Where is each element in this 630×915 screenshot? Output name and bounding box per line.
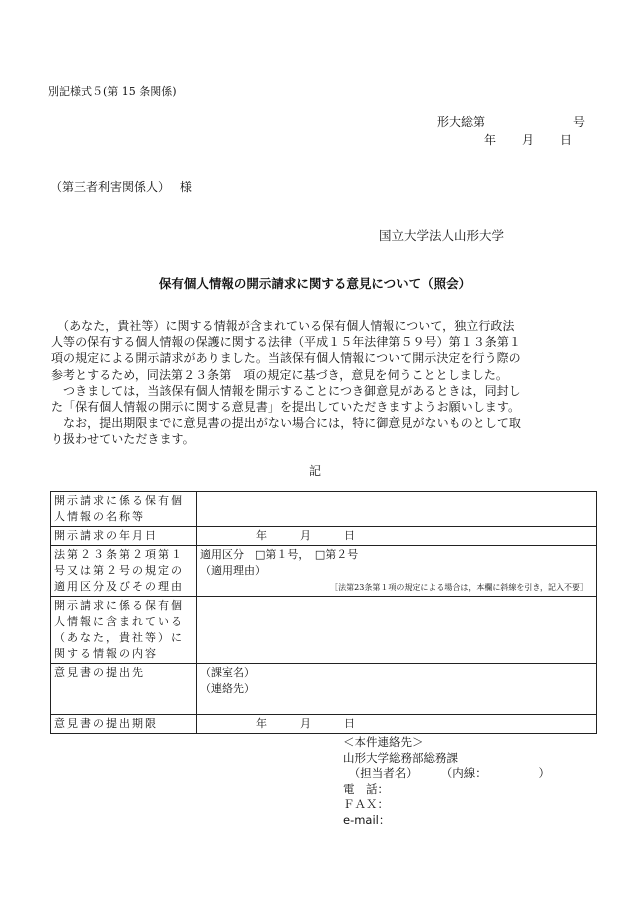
body-paragraph-3: なお，提出期限までに意見書の提出がない場合には，特に御意見がないものとして取 り扱わせていただきます。 — [51, 416, 521, 447]
table-row — [51, 492, 597, 527]
row-value-request-date — [197, 527, 597, 546]
applicable-category: 適用区分 □第１号， □第２号 — [200, 548, 359, 561]
row-value-info-content — [197, 597, 597, 664]
table-row — [51, 715, 597, 734]
row-label-submission-destination: 意見書の提出先 — [51, 664, 197, 715]
document-date — [484, 131, 572, 148]
doc-number-suffix: 号 — [573, 115, 586, 129]
date-year: 年 — [484, 133, 497, 147]
applicable-reason: （適用理由） — [200, 564, 266, 577]
row-value-submission-destination — [197, 664, 597, 715]
sender-name: 国立大学法人山形大学 — [379, 228, 505, 243]
request-date-month: 月 — [300, 529, 311, 542]
row-label-applicable-category: 法第２３条第２項第１ 号又は第２号の規定の 適用区分及びその理由 — [51, 546, 197, 597]
row-value-submission-deadline — [197, 715, 597, 734]
destination-contact: （連絡先） — [200, 682, 255, 695]
request-date-day: 日 — [344, 529, 355, 542]
table-row — [51, 527, 597, 546]
deadline-month: 月 — [300, 717, 311, 730]
request-date-year: 年 — [256, 529, 267, 542]
row-value-info-name — [197, 492, 597, 527]
document-title: 保有個人情報の開示請求に関する意見について（照会） — [158, 276, 472, 291]
row-label-submission-deadline: 意見書の提出期限 — [51, 715, 197, 734]
destination-dept: （課室名） — [200, 666, 255, 679]
row-label-request-date: 開示請求の年月日 — [51, 527, 197, 546]
deadline-day: 日 — [344, 717, 355, 730]
row-label-info-name: 開示請求に係る保有個 人情報の名称等 — [51, 492, 197, 527]
category-note: ［法第23条第１項の規定による場合は，本欄に斜線を引き，記入不要］ — [330, 583, 588, 592]
contact-block: ＜本件連絡先＞ 山形大学総務部総務課 （担当者名） （内線： ） 電 話： ＦＡＸ： e-mail： — [343, 735, 550, 827]
table-row — [51, 597, 597, 664]
body-paragraph-1: （あなた，貴社等）に関する情報が含まれている保有個人情報について，独立行政法 人等の保有する個人情報の保護に関する法律（平成１５年法律第５９号）第１３条第１ 項の規定による開示請求がありました。当該保有個人情報について開示決定を行う際の 参考とするため，同法第２３条第 項の規定に基づき，意見を伺うこととしました。 — [51, 319, 521, 382]
information-table — [50, 491, 597, 734]
document-number — [437, 113, 585, 130]
table-row — [51, 664, 597, 715]
row-label-info-content: 開示請求に係る保有個 人情報に含まれている （あなた，貴社等）に 関する情報の内容 — [51, 597, 197, 664]
form-label: 別記様式５(第 15 条関係) — [48, 85, 177, 98]
body-paragraph-2: つきましては，当該保有個人情報を開示することにつき御意見があるときは，同封し た「保有個人情報の開示に関する意見書」を提出していただきますようお願いします。 — [51, 383, 521, 415]
row-value-applicable-category — [197, 546, 597, 597]
body-text — [51, 318, 591, 448]
addressee: （第三者利害関係人） 様 — [50, 180, 192, 194]
date-month: 月 — [522, 133, 535, 147]
deadline-year: 年 — [256, 717, 267, 730]
table-row — [51, 546, 597, 597]
doc-number-prefix: 形大総第 — [437, 115, 486, 129]
ki-heading: 記 — [308, 464, 321, 478]
date-day: 日 — [560, 133, 573, 147]
